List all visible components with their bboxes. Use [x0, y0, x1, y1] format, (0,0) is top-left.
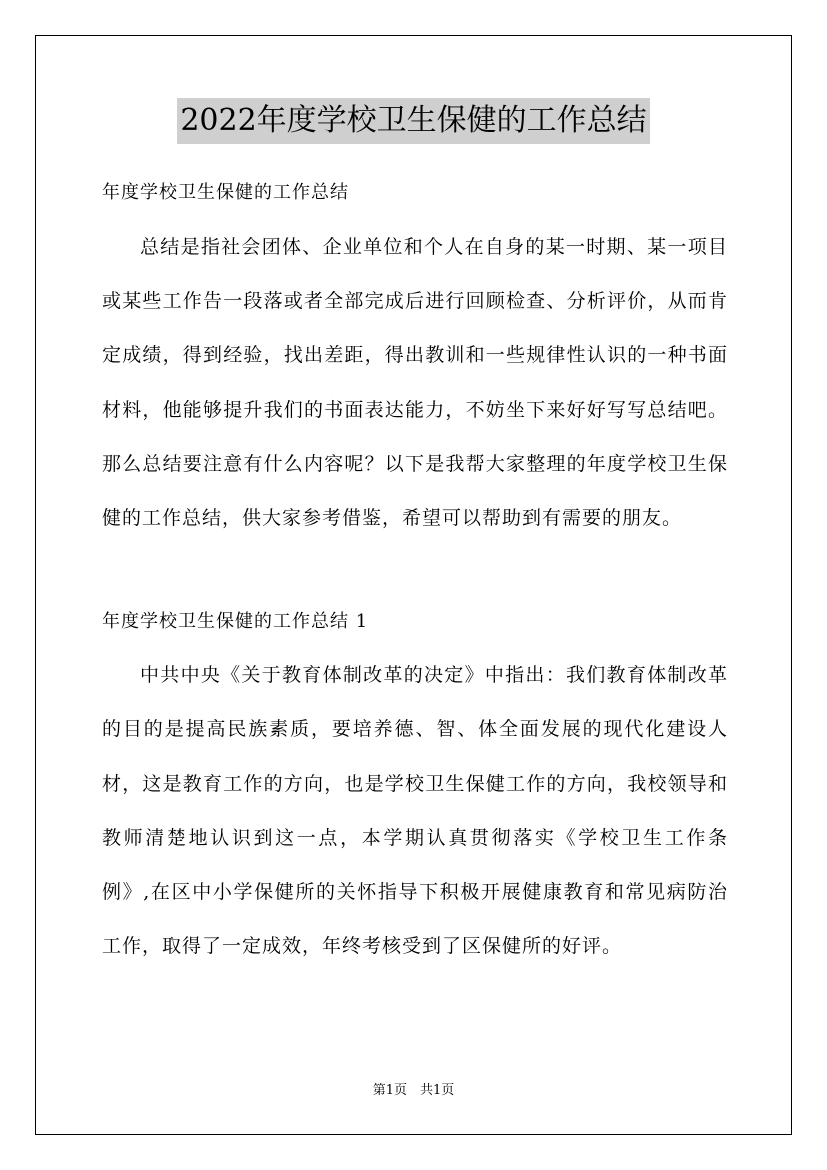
- title-container: [0, 98, 827, 144]
- section-paragraph: 中共中央《关于教育体制改革的决定》中指出：我们教育体制改革的目的是提高民族素质，要培养德、智、体全面发展的现代化建设人材，这是教育工作的方向，也是学校卫生保健工作的方向，我校领导和教师清楚地认识到这一点，本学期认真贯彻落实《学校卫生工作条例》,在区中小学保健所的关怀指导下积极开展健康教育和常见病防治工作，取得了一定成效，年终考核受到了区保健所的好评。: [102, 664, 728, 958]
- intro-heading: 年度学校卫生保健的工作总结: [102, 182, 349, 203]
- page-footer: [0, 1081, 827, 1101]
- section-heading: 年度学校卫生保健的工作总结 1: [102, 611, 369, 633]
- intro-paragraph: 总结是指社会团体、企业单位和个人在自身的某一时期、某一项目或某些工作告一段落或者全部完成后进行回顾检查、分析评价，从而肯定成绩，得到经验，找出差距，得出教训和一些规律性认识的一种书面材料，他能够提升我们的书面表达能力，不妨坐下来好好写写总结吧。那么总结要注意有什么内容呢？以下是我帮大家整理的年度学校卫生保健的工作总结，供大家参考借鉴，希望可以帮助到有需要的朋友。: [102, 236, 728, 530]
- document-title: 2022年度学校卫生保健的工作总结: [177, 98, 649, 144]
- document-body: [102, 170, 728, 973]
- page-number: 第1页 共1页: [372, 1083, 455, 1098]
